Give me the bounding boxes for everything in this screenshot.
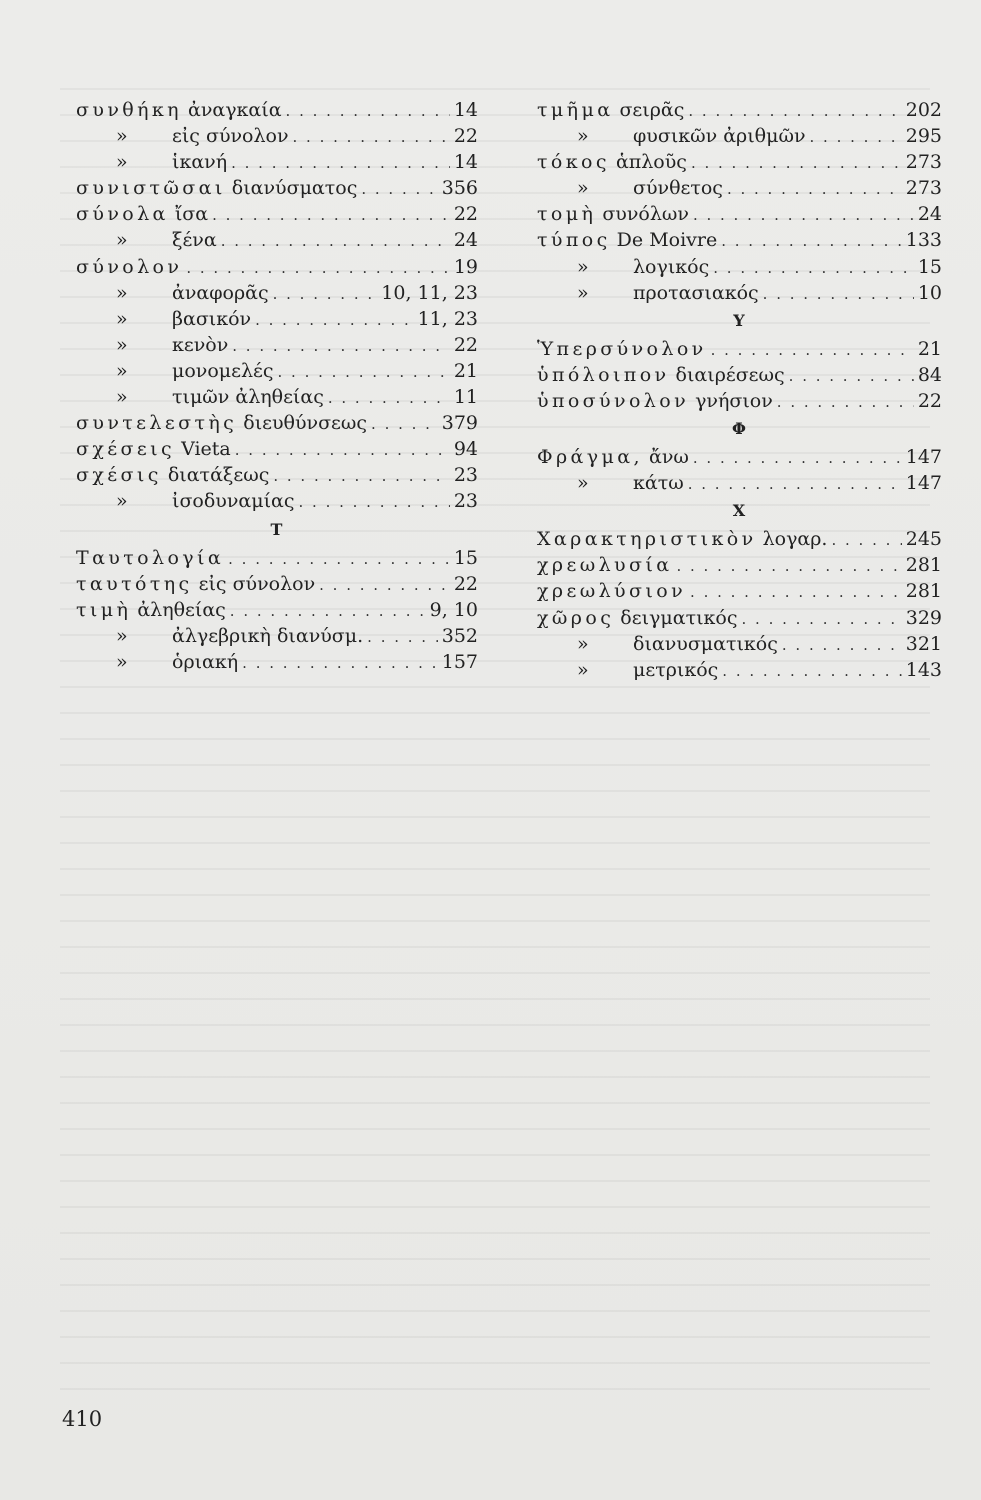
- index-entry: [76, 175, 478, 201]
- entry-term: ἰσοδυναμίας: [172, 490, 295, 513]
- entry-label: [76, 410, 367, 436]
- entry-label: [537, 201, 689, 227]
- entry-label: [537, 470, 684, 496]
- ditto-mark: »: [116, 281, 128, 304]
- entry-term: ὁριακή: [172, 650, 239, 673]
- entry-term: σύνθετος: [633, 177, 723, 200]
- entry-label: [76, 280, 269, 306]
- leader-dots: [693, 202, 914, 228]
- ditto-mark: »: [116, 125, 128, 148]
- leader-dots: [688, 98, 901, 124]
- leader-dots: [713, 255, 914, 281]
- entry-qualifier: Vieta: [175, 438, 231, 461]
- index-entry: [537, 149, 942, 175]
- page-reference: 356: [441, 177, 478, 200]
- leader-dots: [810, 124, 902, 150]
- entry-term: τμῆμα: [537, 99, 614, 121]
- index-entry: [537, 388, 942, 414]
- index-entry: [76, 123, 478, 149]
- entry-qualifier: ἀληθείας: [131, 598, 226, 621]
- index-entry: [76, 488, 478, 514]
- leader-dots: [230, 598, 426, 624]
- page-reference: 9, 10: [429, 598, 478, 621]
- entry-label: [76, 175, 357, 201]
- page-reference: 202: [905, 99, 942, 121]
- page-reference: 84: [917, 363, 942, 386]
- entry-term: εἰς σύνολον: [172, 125, 289, 148]
- index-entry: [537, 280, 942, 306]
- entry-label: [537, 336, 707, 362]
- entry-label: [537, 605, 738, 631]
- index-entry: [537, 578, 942, 604]
- entry-qualifier: ἄνω: [642, 446, 689, 469]
- page-reference: 11, 23: [417, 307, 478, 330]
- entry-term: τιμὴ: [76, 598, 132, 621]
- page-reference: 143: [905, 658, 942, 681]
- ditto-mark: »: [577, 255, 589, 278]
- entry-term: χῶρος: [537, 606, 615, 629]
- entry-label: [537, 227, 717, 253]
- leader-dots: [221, 228, 450, 254]
- page-reference: 23: [453, 464, 478, 487]
- entry-label: [537, 444, 689, 470]
- entry-label: [76, 384, 324, 410]
- leader-dots: [727, 176, 902, 202]
- page-reference: 22: [453, 572, 478, 595]
- leader-dots: [742, 606, 902, 632]
- entry-term: σχέσεις: [76, 438, 176, 461]
- entry-label: [76, 201, 208, 227]
- page-reference: 21: [453, 359, 478, 382]
- ditto-mark: »: [116, 333, 128, 356]
- entry-term: σύνολα: [76, 203, 169, 226]
- entry-label: [76, 123, 289, 149]
- entry-qualifier: σειρᾶς: [613, 99, 685, 121]
- index-entry: [76, 332, 478, 358]
- entry-term: βασικόν: [172, 307, 252, 330]
- page-reference: 22: [453, 125, 478, 148]
- index-entry: [76, 571, 478, 597]
- index-entry: [76, 436, 478, 462]
- page-reference: 15: [453, 546, 478, 569]
- entry-qualifier: δειγματικός: [614, 606, 738, 629]
- leader-dots: [235, 437, 450, 463]
- leader-dots: [186, 255, 449, 281]
- entry-term: τύπος: [537, 229, 611, 252]
- index-entry: [76, 358, 478, 384]
- index-entry: [76, 149, 478, 175]
- ditto-mark: »: [116, 307, 128, 330]
- page-reference: 352: [441, 624, 478, 647]
- entry-label: [76, 545, 224, 571]
- index-entry: [537, 123, 942, 149]
- entry-qualifier: διανύσματος: [225, 177, 358, 200]
- entry-qualifier: ἁπλοῦς: [609, 151, 687, 174]
- index-entry: [537, 657, 942, 683]
- index-entry: [76, 306, 478, 332]
- leader-dots: [690, 579, 902, 605]
- index-entry: [76, 97, 478, 123]
- page-reference: 321: [905, 632, 942, 655]
- letter-heading: Υ: [733, 310, 746, 330]
- ditto-mark: »: [116, 151, 128, 174]
- leader-dots: [831, 527, 901, 553]
- leader-dots: [255, 307, 413, 333]
- page-reference: 147: [905, 472, 942, 495]
- letter-heading: Φ: [732, 419, 747, 439]
- leader-dots: [319, 572, 450, 598]
- entry-qualifier: λογαρ.: [756, 528, 828, 551]
- entry-term: Ὑπερσύνολον: [537, 337, 707, 360]
- entry-label: [537, 552, 672, 578]
- entry-qualifier: συνόλων: [596, 203, 689, 226]
- page-reference: 15: [917, 255, 942, 278]
- entry-label: [537, 97, 684, 123]
- leader-dots: [273, 281, 378, 307]
- leader-dots: [228, 546, 450, 572]
- page-reference: 22: [453, 203, 478, 226]
- index-entry: [537, 605, 942, 631]
- index-entry: [76, 280, 478, 306]
- leader-dots: [278, 359, 450, 385]
- index-entry: [537, 175, 942, 201]
- ditto-mark: »: [577, 281, 589, 304]
- ditto-mark: »: [116, 386, 128, 409]
- entry-label: [76, 358, 274, 384]
- entry-term: μετρικός: [633, 658, 719, 681]
- entry-label: [76, 462, 269, 488]
- ditto-mark: »: [116, 490, 128, 513]
- entry-term: Χαρακτηριστικὸν: [537, 528, 757, 551]
- entry-qualifier: γνήσιον: [689, 389, 773, 412]
- entry-term: Ταυτολογία: [76, 546, 225, 569]
- entry-term: τιμῶν ἀληθείας: [172, 386, 324, 409]
- index-entry: [76, 410, 478, 436]
- index-entry: [537, 362, 942, 388]
- entry-label: [537, 362, 785, 388]
- leader-dots: [361, 176, 437, 202]
- index-entry: [76, 597, 478, 623]
- leader-dots: [286, 98, 450, 124]
- page-reference: 10: [917, 281, 942, 304]
- letter-heading: Χ: [732, 501, 747, 521]
- leader-dots: [711, 337, 914, 363]
- entry-label: [76, 306, 251, 332]
- page-reference: 273: [905, 151, 942, 174]
- leader-dots: [777, 389, 914, 415]
- letter-heading: Τ: [270, 519, 284, 539]
- ditto-mark: »: [116, 624, 128, 647]
- entry-label: [76, 597, 226, 623]
- page-reference: 22: [453, 333, 478, 356]
- entry-label: [76, 488, 295, 514]
- page-reference: 379: [441, 412, 478, 435]
- entry-label: [76, 149, 227, 175]
- entry-qualifier: εἰς σύνολον: [192, 572, 316, 595]
- leader-dots: [789, 363, 914, 389]
- entry-label: [537, 631, 778, 657]
- page-reference: 245: [905, 528, 942, 551]
- entry-term: σύνολον: [76, 255, 183, 278]
- entry-term: κενὸν: [172, 333, 229, 356]
- leader-dots: [242, 650, 438, 676]
- leader-dots: [232, 333, 450, 359]
- entry-label: [76, 571, 315, 597]
- entry-label: [537, 254, 709, 280]
- page-reference: 147: [905, 446, 942, 469]
- page-reference: 281: [905, 580, 942, 603]
- page-reference: 23: [453, 490, 478, 513]
- entry-qualifier: De Moivre: [610, 229, 718, 252]
- entry-term: διανυσματικός: [633, 632, 778, 655]
- entry-label: [76, 436, 231, 462]
- leader-dots: [371, 411, 438, 437]
- entry-term: τομὴ: [537, 203, 597, 226]
- ditto-mark: »: [116, 229, 128, 252]
- index-entry: [537, 552, 942, 578]
- entry-label: [76, 254, 182, 280]
- leader-dots: [273, 463, 449, 489]
- entry-term: σχέσις: [76, 464, 162, 487]
- entry-term: φυσικῶν ἀριθμῶν: [633, 125, 806, 148]
- leader-dots: [763, 281, 914, 307]
- ditto-mark: »: [577, 177, 589, 200]
- entry-qualifier: διατάξεως: [161, 464, 270, 487]
- index-entry: [537, 526, 942, 552]
- index-entry: [76, 545, 478, 571]
- index-entry: [537, 470, 942, 496]
- index-entry: [76, 227, 478, 253]
- entry-term: τόκος: [537, 151, 610, 174]
- leader-dots: [212, 202, 450, 228]
- ditto-mark: »: [577, 632, 589, 655]
- page-reference: 11: [453, 386, 478, 409]
- page-number: 410: [62, 1407, 103, 1431]
- entry-label: [537, 578, 686, 604]
- index-entry: [76, 254, 478, 280]
- index-entry: [537, 336, 942, 362]
- index-entry: [537, 254, 942, 280]
- entry-term: μονομελές: [172, 359, 274, 382]
- entry-label: [537, 123, 806, 149]
- page-reference: 133: [905, 229, 942, 252]
- entry-label: [76, 97, 282, 123]
- index-entry: [537, 227, 942, 253]
- entry-label: [76, 623, 363, 649]
- entry-term: προτασιακός: [633, 281, 759, 304]
- entry-term: ὑποσύνολον: [537, 389, 690, 412]
- entry-term: ἀλγεβρικὴ διανύσμ.: [172, 624, 364, 647]
- page-reference: 273: [905, 177, 942, 200]
- page-reference: 94: [453, 438, 478, 461]
- entry-label: [537, 175, 723, 201]
- index-entry: [537, 631, 942, 657]
- index-entry: [76, 649, 478, 675]
- leader-dots: [328, 385, 450, 411]
- leader-dots: [688, 471, 902, 497]
- entry-label: [537, 280, 759, 306]
- entry-qualifier: ἀναγκαία: [181, 99, 282, 121]
- entry-term: λογικός: [633, 255, 710, 278]
- page-reference: 21: [917, 337, 942, 360]
- entry-term: χρεωλύσιον: [537, 580, 687, 603]
- leader-dots: [231, 150, 450, 176]
- index-entry: [76, 623, 478, 649]
- ditto-mark: »: [577, 658, 589, 681]
- index-entry: [537, 201, 942, 227]
- page-reference: 14: [453, 99, 478, 121]
- entry-term: Φράγμα,: [537, 446, 643, 469]
- entry-qualifier: διαιρέσεως: [669, 363, 785, 386]
- index-column-right: [537, 97, 942, 683]
- entry-label: [76, 332, 228, 358]
- entry-term: χρεωλυσία: [537, 554, 673, 577]
- index-column-left: [76, 97, 478, 675]
- page-reference: 24: [917, 203, 942, 226]
- entry-label: [537, 526, 827, 552]
- entry-term: ἱκανή: [172, 151, 228, 174]
- page-reference: 24: [453, 229, 478, 252]
- leader-dots: [676, 553, 901, 579]
- index-entry: [76, 462, 478, 488]
- entry-qualifier: διευθύνσεως: [237, 412, 368, 435]
- entry-term: ὑπόλοιπον: [537, 363, 670, 386]
- entry-term: ξένα: [172, 229, 217, 252]
- leader-dots: [722, 658, 901, 684]
- leader-dots: [367, 624, 438, 650]
- entry-term: ταυτότης: [76, 572, 193, 595]
- index-entry: [537, 97, 942, 123]
- entry-label: [76, 227, 217, 253]
- page-reference: 10, 11, 23: [381, 281, 478, 304]
- entry-label: [537, 388, 773, 414]
- entry-label: [537, 657, 718, 683]
- page-reference: 14: [453, 151, 478, 174]
- page-reference: 329: [905, 606, 942, 629]
- entry-term: συνθήκη: [76, 99, 182, 121]
- leader-dots: [691, 150, 902, 176]
- entry-qualifier: ἴσα: [168, 203, 209, 226]
- page-reference: 22: [917, 389, 942, 412]
- ditto-mark: »: [577, 125, 589, 148]
- page-reference: 295: [905, 125, 942, 148]
- leader-dots: [721, 228, 902, 254]
- ditto-mark: »: [577, 472, 589, 495]
- entry-term: συντελεστὴς: [76, 412, 238, 435]
- ditto-mark: »: [116, 359, 128, 382]
- entry-term: κάτω: [633, 472, 684, 495]
- entry-label: [537, 149, 687, 175]
- leader-dots: [693, 445, 902, 471]
- leader-dots: [299, 489, 450, 515]
- page-reference: 19: [453, 255, 478, 278]
- page-reference: 157: [441, 650, 478, 673]
- entry-term: ἀναφορᾶς: [172, 281, 269, 304]
- index-entry: [537, 444, 942, 470]
- leader-dots: [782, 632, 902, 658]
- entry-label: [76, 649, 238, 675]
- index-entry: [76, 201, 478, 227]
- ditto-mark: »: [116, 650, 128, 673]
- leader-dots: [293, 124, 450, 150]
- page-reference: 281: [905, 554, 942, 577]
- entry-term: συνιστῶσαι: [76, 177, 226, 200]
- index-entry: [76, 384, 478, 410]
